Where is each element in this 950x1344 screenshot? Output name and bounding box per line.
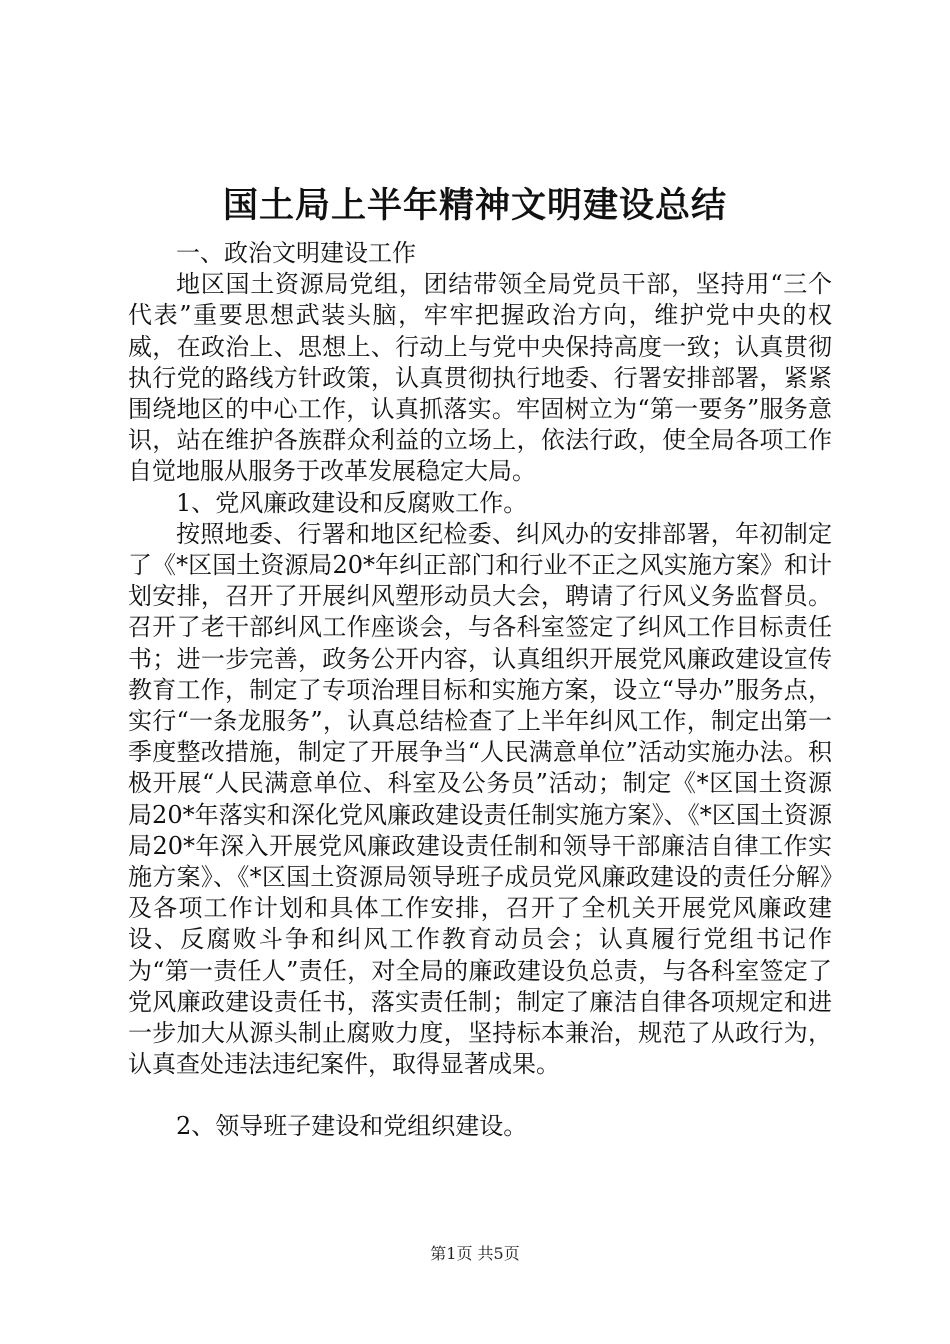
body-paragraph: 按照地委、行署和地区纪检委、纠风办的安排部署，年初制定了《*区国土资源局20*年纠正部门和行业不正之风实施方案》和计划安排，召开了开展纠风塑形动员大会，聘请了行风义务监督员。召开了老干部纠风工作座谈会，与各科室签定了纠风工作目标责任书；进一步完善，政务公开内容，认真组织开展党风廉政建设宣传教育工作，制定了专项治理目标和实施方案，设立“导办”服务点，实行“一条龙服务”，认真总结检查了上半年纠风工作，制定出第一季度整改措施，制定了开展争当“人民满意单位”活动实施办法。积极开展“人民满意单位、科室及公务员”活动；制定《*区国土资源局20*年落实和深化党风廉政建设责任制实施方案》、《*区国土资源局20*年深入开展党风廉政建设责任制和领导干部廉洁自律工作实施方案》、《*区国土资源局领导班子成员党风廉政建设的责任分解》及各项工作计划和具体工作安排，召开了全机关开展党风廉政建设、反腐败斗争和纠风工作教育动员会；认真履行党组书记作为“第一责任人”责任，对全局的廉政建设负总责，与各科室签定了党风廉政建设责任书，落实责任制；制定了廉洁自律各项规定和进一步加大从源头制止腐败力度，坚持标本兼治，规范了从政行为，认真查处违法违纪案件，取得显著成果。	[128, 519, 832, 1079]
paragraph-spacer	[128, 1080, 832, 1111]
page-number-footer: 第1页 共5页	[430, 1244, 520, 1263]
body-paragraph: 地区国土资源局党组，团结带领全局党员干部，坚持用“三个代表”重要思想武装头脑，牢牢把握政治方向，维护党中央的权威，在政治上、思想上、行动上与党中央保持高度一致；认真贯彻执行党的路线方针政策，认真贯彻执行地委、行署安排部署，紧紧围绕地区的中心工作，认真抓落实。牢固树立为“第一要务”服务意识，站在维护各族群众利益的立场上，依法行政，使全局各项工作自觉地服从服务于改革发展稳定大局。	[128, 270, 832, 486]
document-title: 国土局上半年精神文明建设总结	[222, 185, 727, 226]
subsection-heading: 1、党风廉政建设和反腐败工作。	[176, 488, 528, 517]
subsection-heading: 2、领导班子建设和党组织建设。	[176, 1112, 528, 1141]
section-heading: 一、政治文明建设工作	[176, 239, 416, 267]
document-body	[128, 238, 832, 1143]
